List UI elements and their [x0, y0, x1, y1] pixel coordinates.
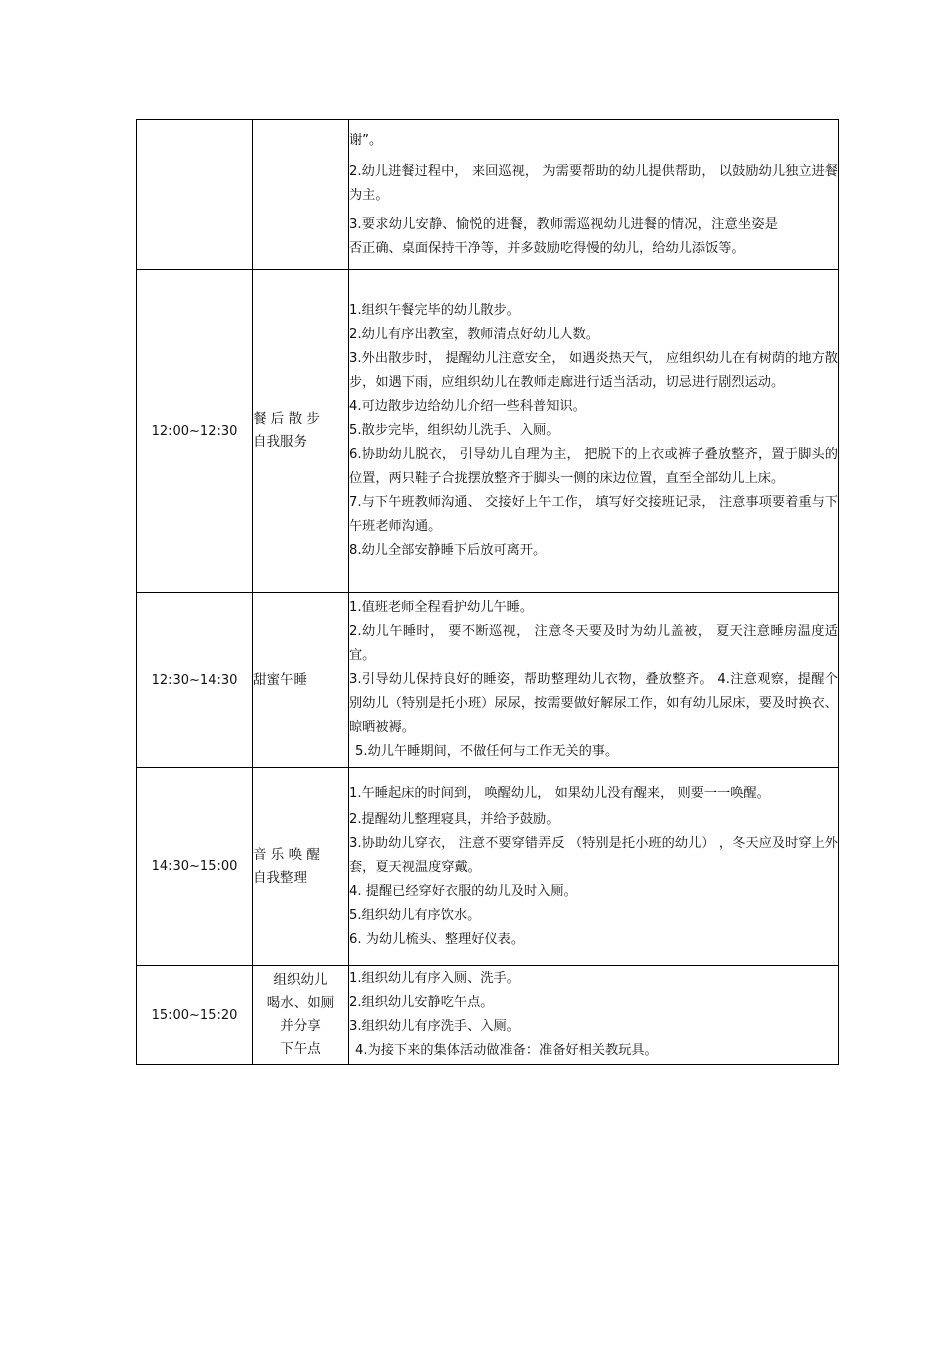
details-cell: [349, 768, 839, 966]
table-row: [137, 593, 839, 768]
detail-item: 8.幼儿全部安静睡下后放可离开。: [349, 543, 547, 558]
activity-line: 自我整理: [253, 869, 307, 886]
table-row: [137, 966, 839, 1065]
detail-item: 2.组织幼儿安静吃午点。: [349, 995, 494, 1010]
activity-line: 下午点: [280, 1041, 321, 1057]
detail-item: 2.幼儿有序出教室，教师清点好幼儿人数。: [349, 327, 599, 342]
detail-item: 1.组织幼儿有序入厕、洗手。: [349, 971, 520, 986]
time-cell: [137, 120, 253, 270]
time-cell: 12:30~14:30: [137, 593, 253, 768]
activity-cell: [253, 270, 349, 593]
detail-item: 2.幼儿进餐过程中， 来回巡视， 为需要帮助的幼儿提供帮助， 以鼓励幼儿独立进餐为主。: [349, 163, 838, 203]
daily-routine-table: [136, 119, 839, 1065]
time-cell: 15:00~15:20: [137, 966, 253, 1065]
activity-line: 组织幼儿: [273, 972, 328, 988]
activity-cell: [253, 966, 349, 1065]
activity-line: 餐 后 散 步: [253, 411, 320, 427]
detail-item: 1.午睡起床的时间到， 唤醒幼儿， 如果幼儿没有醒来， 则要一一唤醒。: [349, 785, 770, 801]
detail-item: 2.幼儿午睡时， 要不断巡视， 注意冬天要及时为幼儿盖被， 夏天注意睡房温度适宜。: [349, 624, 838, 663]
detail-item: 5.组织幼儿有序饮水。: [349, 907, 481, 923]
detail-item: 3.外出散步时， 提醒幼儿注意安全， 如遇炎热天气， 应组织幼儿在有树荫的地方散步，如遇下雨，应组织幼儿在教师走廊进行适当活动，切忌进行剧烈运动。: [349, 351, 838, 390]
detail-item: 1.组织午餐完毕的幼儿散步。: [349, 303, 520, 318]
time-cell: 14:30~15:00: [137, 768, 253, 966]
table-row: [137, 270, 839, 593]
table-row: [137, 120, 839, 270]
detail-item: 3.协助幼儿穿衣， 注意不要穿错弄反 （特别是托小班的幼儿） ，冬天应及时穿上外套，夏天视温度穿戴。: [349, 835, 838, 875]
activity-line: 甜蜜午睡: [253, 671, 307, 688]
activity-cell: [253, 120, 349, 270]
details-cell: [349, 120, 839, 270]
detail-item: 6.协助幼儿脱衣， 引导幼儿自理为主， 把脱下的上衣或裤子叠放整齐，置于脚头的位置，两只鞋子合拢摆放整齐于脚头一侧的床边位置，直至全部幼儿上床。: [349, 447, 838, 486]
activity-line: 自我服务: [253, 434, 307, 450]
activity-line: 并分享: [280, 1018, 321, 1034]
time-cell: 12:00~12:30: [137, 270, 253, 593]
detail-item: 4. 提醒已经穿好衣服的幼儿及时入厕。: [349, 883, 577, 899]
detail-item: 1.值班老师全程看护幼儿午睡。: [349, 600, 534, 615]
details-cell: [349, 966, 839, 1065]
detail-item: 3.要求幼儿安静、愉悦的进餐，教师需巡视幼儿进餐的情况，注意坐姿是否正确、桌面保持干净等，并多鼓励吃得慢的幼儿，给幼儿添饭等。: [349, 216, 778, 256]
detail-item: 5.散步完毕，组织幼儿洗手、入厕。: [349, 423, 560, 438]
detail-item: 3.组织幼儿有序洗手、入厕。: [349, 1019, 520, 1034]
details-cell: [349, 593, 839, 768]
details-cell: [349, 270, 839, 593]
detail-item: 7.与下午班教师沟通、 交接好上午工作， 填写好交接班记录， 注意事项要着重与下午班老师沟通。: [349, 495, 838, 534]
table-row: [137, 768, 839, 966]
detail-item: 4.为接下来的集体活动做准备：准备好相关教玩具。: [355, 1043, 658, 1058]
detail-item: 5.幼儿午睡期间，不做任何与工作无关的事。: [355, 744, 619, 759]
activity-line: 音 乐 唤 醒: [253, 846, 320, 863]
activity-line: 喝水、如厕: [266, 995, 335, 1011]
activity-cell: [253, 593, 349, 768]
detail-item: 2.提醒幼儿整理寝具，并给予鼓励。: [349, 811, 560, 827]
detail-item: 谢”。: [349, 132, 383, 148]
detail-item: 6. 为幼儿梳头、整理好仪表。: [349, 931, 525, 947]
detail-item: 3.引导幼儿保持良好的睡姿，帮助整理幼儿衣物，叠放整齐。 4.注意观察，提醒个别幼儿（特别是托小班）尿尿，按需要做好解尿工作，如有幼儿尿床，要及时换衣、晾晒被褥。: [349, 672, 838, 735]
activity-cell: [253, 768, 349, 966]
detail-item: 4.可边散步边给幼儿介绍一些科普知识。: [349, 399, 586, 414]
